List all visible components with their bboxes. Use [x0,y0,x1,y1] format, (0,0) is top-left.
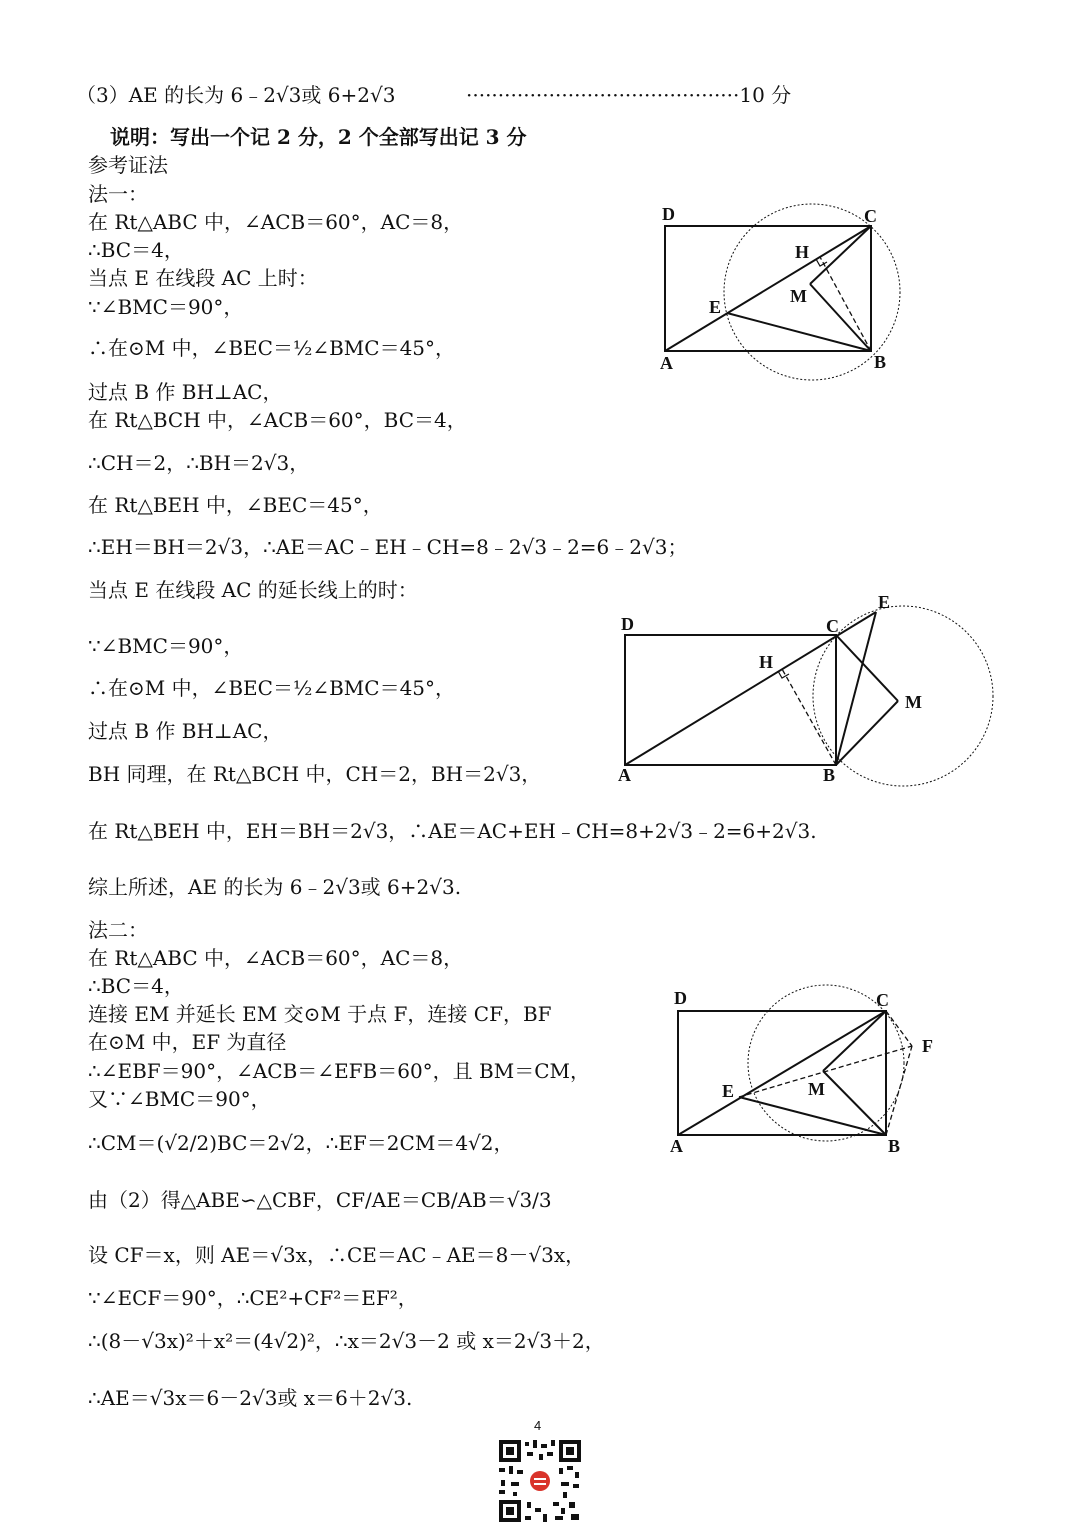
label-e: E [722,1081,735,1101]
label-b: B [823,765,836,785]
text-line: ∴AE＝√3x＝6－2√3或 x＝6＋2√3. [88,1386,413,1410]
right-angle-mark [816,259,827,266]
page-number: 4 [534,1418,542,1433]
label-a: A [660,353,673,373]
segment-mb [823,1071,886,1135]
text-line: 在 Rt△ABC 中，∠ACB＝60°，AC＝8， [88,210,464,234]
text-line: 设 CF＝x，则 AE＝√3x，∴CE＝AC﹣AE＝8－√3x， [88,1243,586,1267]
label-e: E [878,592,891,612]
text-line: ∴在⊙M 中，∠BEC＝½∠BMC＝45°， [88,336,456,360]
label-e: E [709,297,722,317]
label-c: C [864,206,877,226]
segment-cf [886,1011,912,1046]
segment-mc [810,226,871,284]
text-line: 法一： [88,182,148,206]
label-b: B [874,352,887,372]
text-line: ∴CM＝(√2/2)BC＝2√2，∴EF＝2CM＝4√2， [88,1131,514,1155]
text-line: 在⊙M 中，EF 为直径 [88,1030,287,1054]
text-line: ∴BC＝4， [88,238,184,262]
text-line: ∴BC＝4， [88,974,184,998]
label-m: M [808,1079,825,1099]
text-line: ∵∠BMC＝90°， [88,295,244,319]
text-line: 当点 E 在线段 AC 上时： [88,266,318,290]
text-line: 在 Rt△BCH 中，∠ACB＝60°，BC＝4， [88,408,467,432]
text-line: ∵∠BMC＝90°， [88,634,244,658]
text-line: 当点 E 在线段 AC 的延长线上的时： [88,578,418,602]
figure-shapes [665,204,900,380]
text-line: BH 同理，在 Rt△BCH 中，CH＝2，BH＝2√3， [88,762,542,786]
text-line: 在 Rt△BEH 中，∠BEC＝45°， [88,493,383,517]
text-line: ∴CH＝2，∴BH＝2√3， [88,451,310,475]
segment-bh [782,669,836,765]
label-c: C [826,616,839,636]
segment-eb [739,1097,886,1135]
label-d: D [662,204,675,224]
label-b: B [888,1136,901,1156]
label-d: D [621,614,634,634]
text-line: 综上所述，AE 的长为 6﹣2√3或 6+2√3. [88,875,462,899]
text-line: 过点 B 作 BH⊥AC， [88,719,283,743]
text-line: ∴∠EBF＝90°，∠ACB＝∠EFB＝60°，且 BM＝CM， [88,1059,591,1083]
label-h: H [759,652,774,672]
text-line: 过点 B 作 BH⊥AC， [88,380,283,404]
scoring-note: 说明：写出一个记 2 分，2 个全部写出记 3 分 [110,125,527,149]
label-a: A [618,765,631,785]
label-c: C [876,990,889,1010]
figure-shapes [625,606,993,786]
text-line: ∴在⊙M 中，∠BEC＝½∠BMC＝45°， [88,676,456,700]
score-leader: ···········································10 分 [466,83,792,107]
text-line: ∴EH＝BH＝2√3，∴AE＝AC﹣EH﹣CH=8﹣2√3﹣2=6﹣2√3； [88,535,688,559]
segment-eb [836,612,876,765]
diagonal-ac [678,1011,886,1135]
geometry-figure-2 [610,592,1000,792]
label-a: A [670,1136,683,1156]
text-line: 连接 EM 并延长 EM 交⊙M 于点 F，连接 CF，BF [88,1002,552,1026]
label-f: F [922,1036,933,1056]
qr-code-icon [497,1438,583,1524]
text-line: 在 Rt△BEH 中，EH＝BH＝2√3，∴AE＝AC+EH﹣CH=8+2√3﹣2=6+2√3. [88,819,817,843]
label-m: M [905,692,922,712]
geometry-figure-3 [660,980,950,1160]
text-line: 法二： [88,918,148,942]
geometry-figure-1 [650,196,920,386]
text-line: 参考证法 [88,153,168,177]
text-line: ∴(8－√3x)²＋x²＝(4√2)²，∴x＝2√3－2 或 x＝2√3＋2， [88,1329,605,1353]
label-m: M [790,286,807,306]
text-line: 由（2）得△ABE∽△CBF，CF/AE＝CB/AB＝√3/3 [88,1188,552,1212]
text-line: 又∵∠BMC＝90°， [88,1087,271,1111]
label-d: D [674,988,687,1008]
label-h: H [795,242,810,262]
answer-line: （3）AE 的长为 6﹣2√3或 6+2√3 [76,83,396,107]
segment-mc [823,1011,886,1071]
text-line: ∵∠ECF＝90°，∴CE²+CF²＝EF²， [88,1286,418,1310]
diagonal-ac [665,226,871,351]
text-line: 在 Rt△ABC 中，∠ACB＝60°，AC＝8， [88,946,464,970]
segment-eb [727,313,871,351]
